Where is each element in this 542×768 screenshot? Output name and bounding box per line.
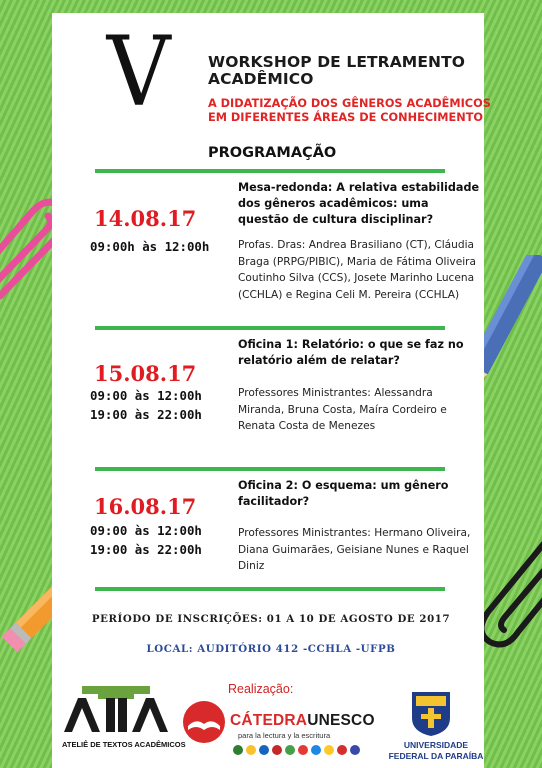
event-date: 15.08.17 (94, 361, 197, 386)
divider (95, 587, 445, 591)
ufpb-name-line1: UNIVERSIDADE (403, 740, 469, 750)
event-time: 19:00 às 22:00h (90, 407, 202, 422)
event-date: 16.08.17 (94, 494, 197, 519)
ufpb-crest-icon (408, 688, 454, 738)
workshop-title: WORKSHOP DE LETRAMENTO ACADÊMICO (208, 53, 466, 88)
event-description: Professores Ministrantes: Alessandra Miranda, Bruna Costa, Maíra Cordeiro e Renata Costa de Menezes (238, 387, 447, 432)
ufpb-name-line2: FEDERAL DA PARAÍBA (388, 751, 484, 761)
event-time: 09:00 às 12:00h (90, 523, 202, 538)
catedra-name-part: CÁTEDRA (230, 712, 308, 729)
event-description: Professores Ministrantes: Hermano Oliveira, Diana Guimarães, Geisiane Nunes e Raquel Diniz (238, 527, 471, 572)
catedra-name-part: UNESCO (307, 712, 375, 729)
catedra-tagline: para la lectura y la escritura (238, 731, 331, 740)
event-time: 09:00 às 12:00h (90, 388, 202, 403)
atelie-name: ATELIÊ DE TEXTOS ACADÊMICOS (62, 740, 186, 749)
event-time: 19:00 às 22:00h (90, 542, 202, 557)
divider (95, 169, 445, 173)
event-location: LOCAL: AUDITÓRIO 412 -CCHLA -UFPB (146, 643, 396, 655)
event-description: Profas. Dras: Andrea Brasiliano (CT), Cláudia Braga (PRPG/PIBIC), Maria de Fátima Oliveira Coutinho Silva (CCS), Josete Marinho Lucena (CCHLA) e Regina Celi M. Pereira (CCHLA) (238, 239, 477, 301)
divider (95, 326, 445, 330)
flags-strip-icon (232, 744, 362, 756)
event-time: 09:00h às 12:00h (90, 239, 210, 254)
divider (95, 467, 445, 471)
atelie-logo-icon (62, 684, 170, 736)
event-title: Mesa-redonda: A relativa estabilidade dos gêneros acadêmicos: uma questão de cultura disciplinar? (238, 181, 480, 226)
event-title: Oficina 1: Relatório: o que se faz no relatório além de relatar? (238, 338, 464, 367)
registration-period: PERÍODO DE INSCRIÇÕES: 01 A 10 DE AGOSTO DE 2017 (91, 613, 451, 625)
section-heading: PROGRAMAÇÃO (208, 145, 337, 161)
event-title: Oficina 2: O esquema: um gênero facilitador? (238, 479, 449, 508)
workshop-subtitle: A DIDATIZAÇÃO DOS GÊNEROS ACADÊMICOS EM DIFERENTES ÁREAS DE CONHECIMENTO (208, 97, 491, 124)
edition-numeral: V (106, 16, 171, 128)
catedra-book-icon (180, 700, 228, 744)
realizacao-label: Realização: (228, 682, 294, 696)
event-date: 14.08.17 (94, 206, 197, 231)
catedra-name (230, 712, 375, 730)
